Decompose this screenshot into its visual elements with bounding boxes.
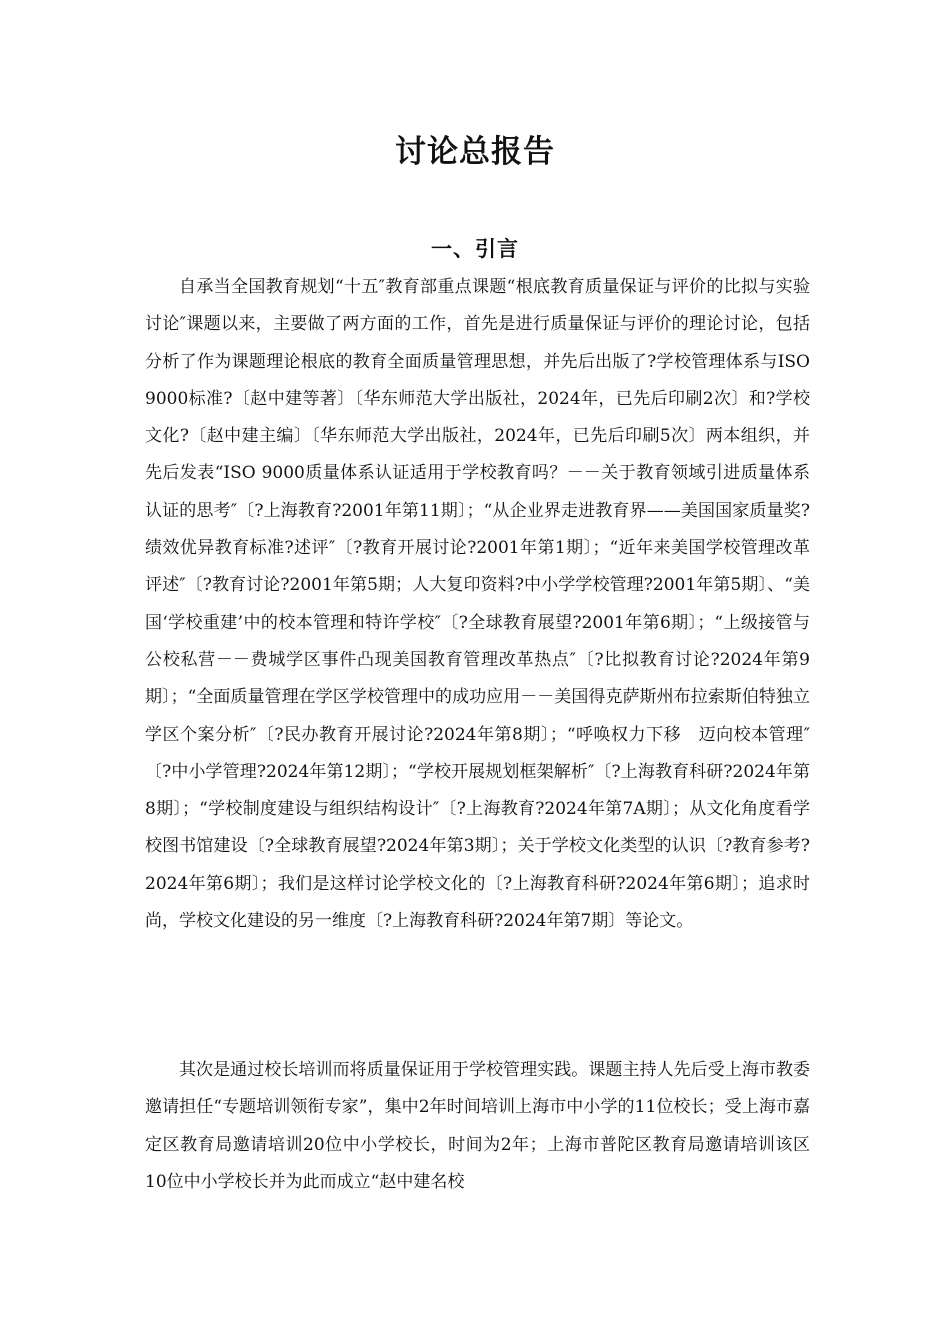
section-heading: 一、引言 bbox=[431, 237, 519, 261]
body-paragraph: 其次是通过校长培训而将质量保证用于学校管理实践。课题主持人先后受上海市教委邀请担任“专题培训领衔专家”，集中2年时间培训上海市中小学的11位校长；受上海市嘉定区教育局邀请培训20位中小学校长，时间为2年；上海市普陀区教育局邀请培训该区10位中小学校长并为此而成立“赵中建名校 bbox=[145, 1060, 810, 1192]
body-paragraph: 自承当全国教育规划“十五″教育部重点课题“根底教育质量保证与评价的比拟与实验讨论″课题以来，主要做了两方面的工作，首先是进行质量保证与评价的理论讨论，包括分析了作为课题理论根底的教育全面质量管理思想，并先后出版了?学校管理体系与ISO 9000标准?〔赵中建等著〕〔华东师范大学出版社，2024年，已先后印刷2次〕和?学校文化?〔赵中建主编〕〔华东师范大学出版社，2024年，已先后印刷5次〕两本组织，并先后发表“ISO 9000质量体系认证适用于学校教育吗？－－关于教育领域引进质量体系认证的思考″〔?上海教育?2001年第11期〕；“从企业界走进教育界——美国国家质量奖?绩效优异教育标准?述评″〔?教育开展讨论?2001年第1期〕；“近年来美国学校管理改革评述″〔?教育讨论?2001年第5期；人大复印资料?中小学学校管理?2001年第5期〕、“美国‘学校重建’中的校本管理和特许学校″〔?全球教育展望?2001年第6期〕；“上级接管与公校私营－－费城学区事件凸现美国教育管理改革热点″〔?比拟教育讨论?2024年第9期〕；“全面质量管理在学区学校管理中的成功应用－－美国得克萨斯州布拉索斯伯特独立学区个案分析″〔?民办教育开展讨论?2024年第8期〕；“呼唤权力下移 迈向校本管理″〔?中小学管理?2024年第12期〕；“学校开展规划框架解析″〔?上海教育科研?2024年第8期〕；“学校制度建设与组织结构设计″〔?上海教育?2024年第7A期〕；从文化角度看学校图书馆建设〔?全球教育展望?2024年第3期〕；关于学校文化类型的认识〔?教育参考?2024年第6期〕；我们是这样讨论学校文化的〔?上海教育科研?2024年第6期〕；追求时尚，学校文化建设的另一维度〔?上海教育科研?2024年第7期〕等论文。 bbox=[145, 277, 810, 932]
document-title: 讨论总报告 bbox=[395, 134, 555, 170]
